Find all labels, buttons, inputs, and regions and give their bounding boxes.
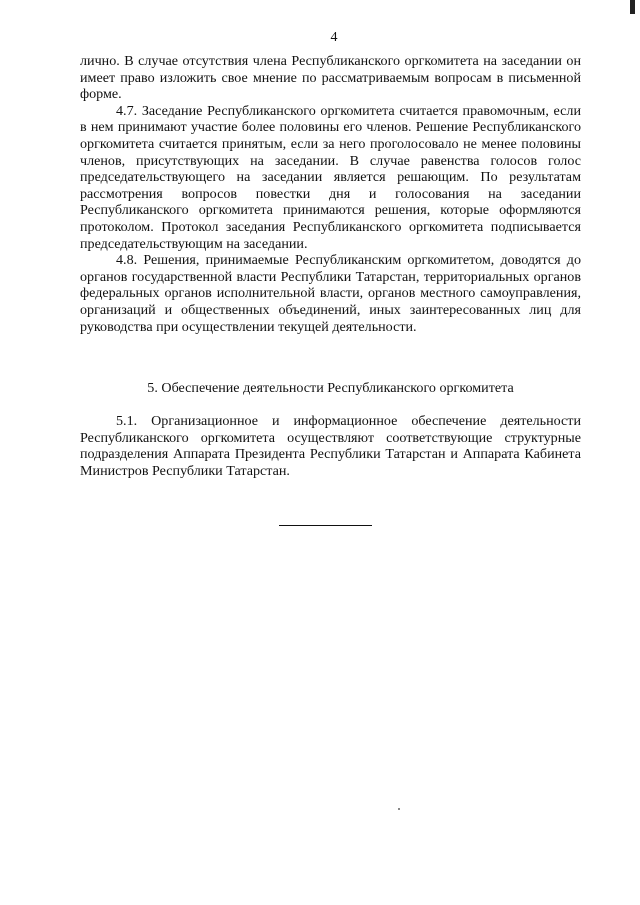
scan-edge-mark (630, 0, 635, 14)
end-of-document-rule (279, 525, 372, 526)
paragraph-5-1: 5.1. Организационное и информационное обеспечение деятельности Республиканского оргкомитета осуществляют соответствующие структурные подразделения Аппарата Президента Республики Татарстан и Аппарата Кабинета Министров Республики Татарстан. (80, 413, 581, 479)
section-5-body (80, 413, 581, 479)
paragraph-4-6-tail: лично. В случае отсутствия члена Республиканского оргкомитета на заседании он имеет право изложить свое мнение по рассматриваемым вопросам в письменной форме. (80, 53, 581, 103)
section-5-heading: 5. Обеспечение деятельности Республиканского оргкомитета (147, 380, 514, 396)
page-number: 4 (330, 30, 338, 45)
paragraph-4-7: 4.7. Заседание Республиканского оргкомитета считается правомочным, если в нем принимают участие более половины его членов. Решение Республиканского оргкомитета считается принятым, если за него проголосовало не менее половины членов, присутствующих на заседании. В случае равенства голосов голос председательствующего на заседании является решающим. По результатам рассмотрения вопросов повестки дня и голосования на заседании Республиканского оргкомитета принимаются решения, которые оформляются протоколом. Протокол заседания Республиканского оргкомитета подписывается председательствующим на заседании. (80, 102, 581, 252)
paragraph-4-8: 4.8. Решения, принимаемые Республиканским оргкомитетом, доводятся до органов государственной власти Республики Татарстан, территориальных органов федеральных органов исполнительной власти, органов местного самоуправления, организаций и общественных объединений, иных заинтересованных лиц для руководства при осуществлении текущей деятельности. (80, 252, 581, 335)
scan-speck (398, 808, 400, 810)
section-4-continuation (80, 53, 581, 335)
